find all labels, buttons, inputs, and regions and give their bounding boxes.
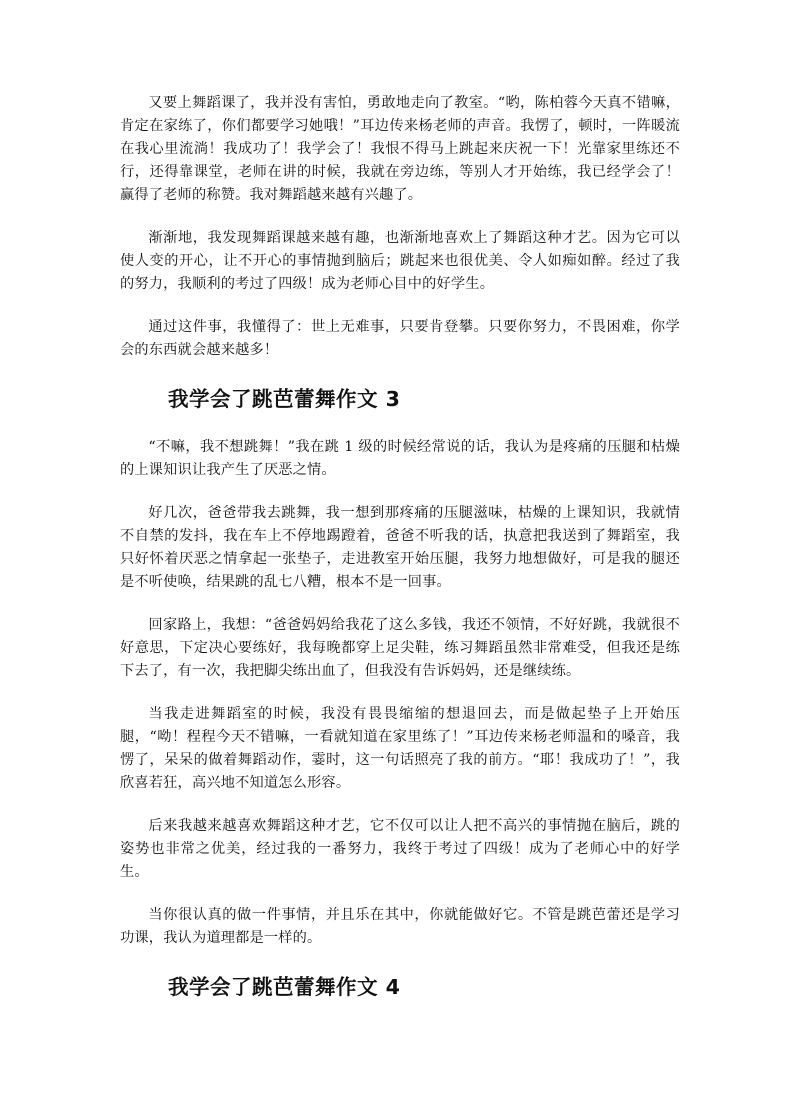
- paragraph: 回家路上，我想：“爸爸妈妈给我花了这么多钱，我还不领情，不好好跳，我就很不好意思，下定决心要练好，我每晚都穿上足尖鞋，练习舞蹈虽然非常难受，但我还是练下去了，有一次，我把脚尖练出血了，但我没有告诉妈妈，还是继续练。: [120, 617, 680, 679]
- paragraph: 后来我越来越喜欢舞蹈这种才艺，它不仅可以让人把不高兴的事情抛在脑后，跳的姿势也非常之优美，经过我的一番努力，我终于考过了四级！成为了老师心中的好学生。: [120, 818, 680, 880]
- paragraph: 通过这件事，我懂得了：世上无难事，只要肯登攀。只要你努力，不畏困难，你学会的东西就会越来越多！: [120, 319, 680, 358]
- section-heading: 我学会了跳芭蕾舞作文 3: [168, 387, 401, 411]
- document-page: [120, 92, 680, 1024]
- paragraph: “不嘛，我不想跳舞！”我在跳 1 级的时候经常说的话，我认为是疼痛的压腿和枯燥的上课知识让我产生了厌恶之情。: [120, 439, 680, 478]
- section-heading: 我学会了跳芭蕾舞作文 4: [168, 975, 401, 999]
- paragraph: 当我走进舞蹈室的时候，我没有畏畏缩缩的想退回去，而是做起垫子上开始压腿，“呦！程程今天不错嘛，一看就知道在家里练了！”耳边传来杨老师温和的嗓音，我愣了，呆呆的做着舞蹈动作，霎时，这一句话照亮了我的前方。“耶！我成功了！”，我欣喜若狂，高兴地不知道怎么形容。: [120, 706, 680, 791]
- paragraph: 好几次，爸爸带我去跳舞，我一想到那疼痛的压腿滋味，枯燥的上课知识，我就情不自禁的发抖，我在车上不停地踢蹬着，爸爸不听我的话，执意把我送到了舞蹈室，我只好怀着厌恶之情拿起一张垫子，走进教室开始压腿，我努力地想做好，可是我的腿还是不听使唤，结果跳的乱七八糟，根本不是一回事。: [120, 505, 680, 590]
- paragraph: 当你很认真的做一件事情，并且乐在其中，你就能做好它。不管是跳芭蕾还是学习功课，我认为道理都是一样的。: [120, 907, 680, 946]
- paragraph: 又要上舞蹈课了，我并没有害怕，勇敢地走向了教室。“哟，陈柏蓉今天真不错嘛，肯定在家练了，你们都要学习她哦！”耳边传来杨老师的声音。我愣了，顿时，一阵暖流在我心里流淌！我成功了！我学会了！我恨不得马上跳起来庆祝一下！光靠家里练还不行，还得靠课堂，老师在讲的时候，我就在旁边练，等别人才开始练，我已经学会了！赢得了老师的称赞。我对舞蹈越来越有兴趣了。: [120, 95, 680, 203]
- paragraph: 渐渐地，我发现舞蹈课越来越有趣，也渐渐地喜欢上了舞蹈这种才艺。因为它可以使人变的开心，让不开心的事情抛到脑后；跳起来也很优美、令人如痴如醉。经过了我的努力，我顺利的考过了四级！成为老师心目中的好学生。: [120, 230, 680, 292]
